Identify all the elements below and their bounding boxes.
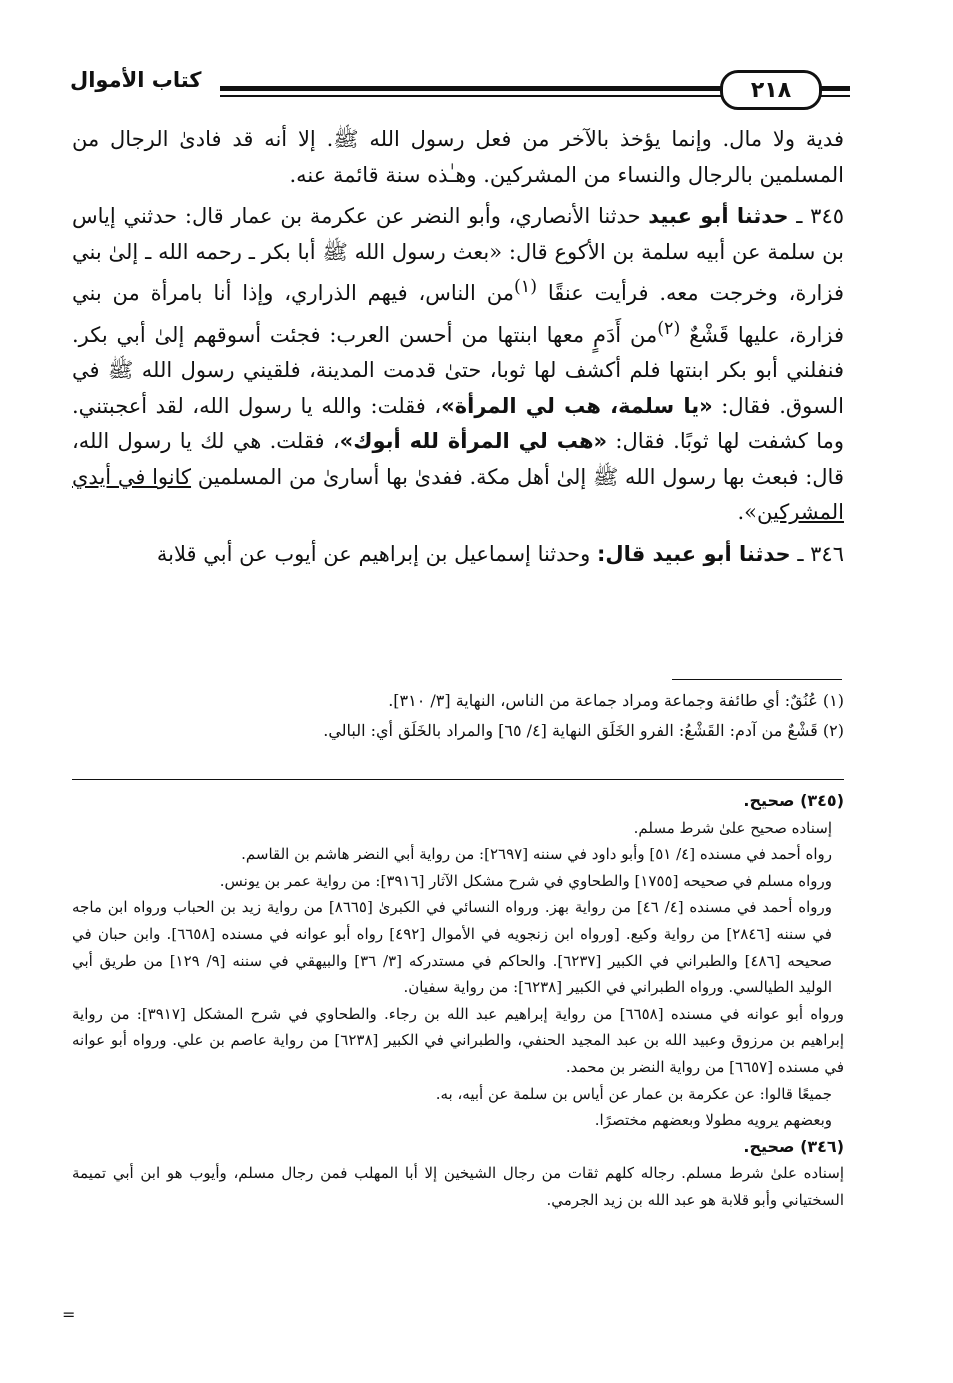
hadith-346 <box>72 537 844 573</box>
hadith-text: من أَدَمٍ معها ابنتها من أحسن العرب: فجئت أسوقهم إلىٰ أبي بكر. فنفلني أبو بكر ابنتها فلم أكشف لها ثوبا، حتىٰ قدمت المدينة، فلقيني رسول الله ﷺ في السوق. فقال: <box>72 322 844 418</box>
takhrij-line: ورواه أبو عوانه في مسنده [٦٦٥٨] من رواية إبراهيم عبد الله بن رجاء. والطحاوي في شرح المشكل [٣٩١٧]: من رواية إبراهيم بن مرزوق وعبيد الله بن عبد المجيد الحنفي، والطبراني في الكبير [٦٢٣٨] من رواية عاصم بن علي. ورواه أبو عوانه في مسنده [٦٦٥٧] من رواية النضر بن محمد. <box>72 1004 844 1076</box>
takhrij-line: إسناده علىٰ شرط مسلم. رجاله كلهم ثقات من رجال الشيخين إلا أبا المهلب فمن رجال مسلم، وأيوب هو ابن أبي تميمة السختياني وأبو قلابة هو عبد الله بن زيد الجرمي. <box>72 1164 844 1209</box>
takhrij-line: ورواه أحمد في مسنده [٤/ ٤٦] من رواية بهز. ورواه النسائي في الكبرىٰ [٨٦٦٥] من رواية زيد بن الحباب ورواه ابن ماجه في سننه [٢٨٤٦] من رواية وكيع. [ورواه ابن زنجويه في الأموال [٤٩٢] رواه أبو عوانه في مسنده [٦٦٥٨]. وابن حبان في صحيحه [٤٨٦] والطبراني في الكبير [٦٢٣٧]. والحاكم في مستدركه [٣/ ٣٦] والبيهقي في سننه [٩/ ١٢٩] من طريق أبي الوليد الطيالسي. ورواه الطبراني في الكبير [٦٢٣٨]: من رواية سفيان. <box>72 898 832 997</box>
hadith-text: وحدثنا إسماعيل بن إبراهيم عن أيوب عن أبي قلابة <box>156 541 597 566</box>
takhrij-separator <box>72 779 844 780</box>
hadith-number: ٣٤٥ ـ <box>796 204 845 228</box>
hadith-345 <box>72 199 844 531</box>
main-text <box>72 122 844 578</box>
footnote-separator <box>672 679 842 680</box>
takhrij-line: ورواه مسلم في صحيحه [١٧٥٥] والطحاوي في شرح مشكل الآثار [٣٩١٦]: من رواية عمر بن يونس. <box>219 871 832 890</box>
header-rule-thin <box>220 95 725 97</box>
continuation-mark: = <box>62 1305 76 1324</box>
hadith-text: ». <box>737 500 757 524</box>
footnotes <box>78 686 844 746</box>
takhrij-line: إسناده صحيح علىٰ شرط مسلم. <box>633 818 832 837</box>
running-title: كتاب الأموال <box>70 68 202 92</box>
paragraph-continuation: فدية ولا مال. وإنما يؤخذ بالآخر من فعل رسول الله ﷺ. إلا أنه قد فادىٰ الرجال من المسلمين بالرجال والنساء من المشركين. وهـٰذه سنة قائمة عنه. <box>72 127 844 187</box>
narration-label: حدثنا أبو عبيد <box>648 204 789 228</box>
footnote-ref-1: (١) <box>513 277 538 297</box>
hadith-text: ، فقلت. هي لك يا رسول الله، قال: فبعث بها رسول الله ﷺ إلىٰ أهل مكة. ففدىٰ بها أسارىٰ من المسلمين <box>72 429 844 489</box>
underlined-phrase: كانوا في أيدي المشركين <box>72 464 844 524</box>
footnote-1: (١) عُنُقٌ: أي طائفة وجماعة ومراد جماعة من الناس، النهاية [٣/ ٣١٠]. <box>388 691 844 710</box>
header-rule-end <box>820 86 850 91</box>
narration-label: حدثنا أبو عبيد قال: <box>596 541 791 566</box>
hadith-text: حدثنا الأنصاري، وأبو النضر عن عكرمة بن عمار قال: حدثني إياس بن سلمة عن أبيه سلمة بن الأكوع قال: «بعث رسول الله ﷺ أبا بكر ـ رحمه الله ـ إلىٰ بني فزارة، وخرجت معه. فرأيت عنقًا <box>72 204 844 305</box>
header-rule-end-thin <box>820 95 850 97</box>
hadith-number: ٣٤٦ ـ <box>797 541 844 566</box>
footnote-ref-2: (٢) <box>657 318 681 339</box>
takhrij-section <box>72 788 844 1214</box>
footnote-2: (٢) قَشْعٌ من آدم: القَشْعُ: الفرو الخَلَق النهاية [٤/ ٦٥] والمراد بالخَلَق أي: البالي. <box>323 721 844 740</box>
page-header <box>70 66 850 114</box>
grade-heading-346: (٣٤٦) صحيح. <box>743 1136 844 1156</box>
header-rule-thick <box>220 86 725 91</box>
prophet-speech: «هب لي المرأة لله أبوك» <box>339 429 608 453</box>
hadith-text: ، فقلت: والله يا رسول الله، لقد أعجبتني. وما كشفت لها ثوبًا. فقال: <box>72 393 844 453</box>
takhrij-line: جميعًا قالوا: عن عكرمة بن عمار عن أياس بن سلمة عن أبيه، به. <box>435 1084 832 1103</box>
hadith-text: من الناس، فيهم الذراري، وإذا أنا بامرأة من بني فزارة، عليها قَشْعٌ <box>72 281 844 347</box>
grade-heading-345: (٣٤٥) صحيح. <box>743 791 844 810</box>
page-number: ٢١٨ <box>720 70 822 110</box>
takhrij-line: رواه أحمد في مسنده [٤/ ٥١] وأبو داود في سننه [٢٦٩٧]: من رواية أبي النضر هاشم بن القاسم. <box>241 845 832 864</box>
prophet-speech: «يا سلمة، هب لي المرأة» <box>441 393 713 418</box>
takhrij-line: وبعضهم يرويه مطولا وبعضهم مختصرًا. <box>594 1111 832 1130</box>
